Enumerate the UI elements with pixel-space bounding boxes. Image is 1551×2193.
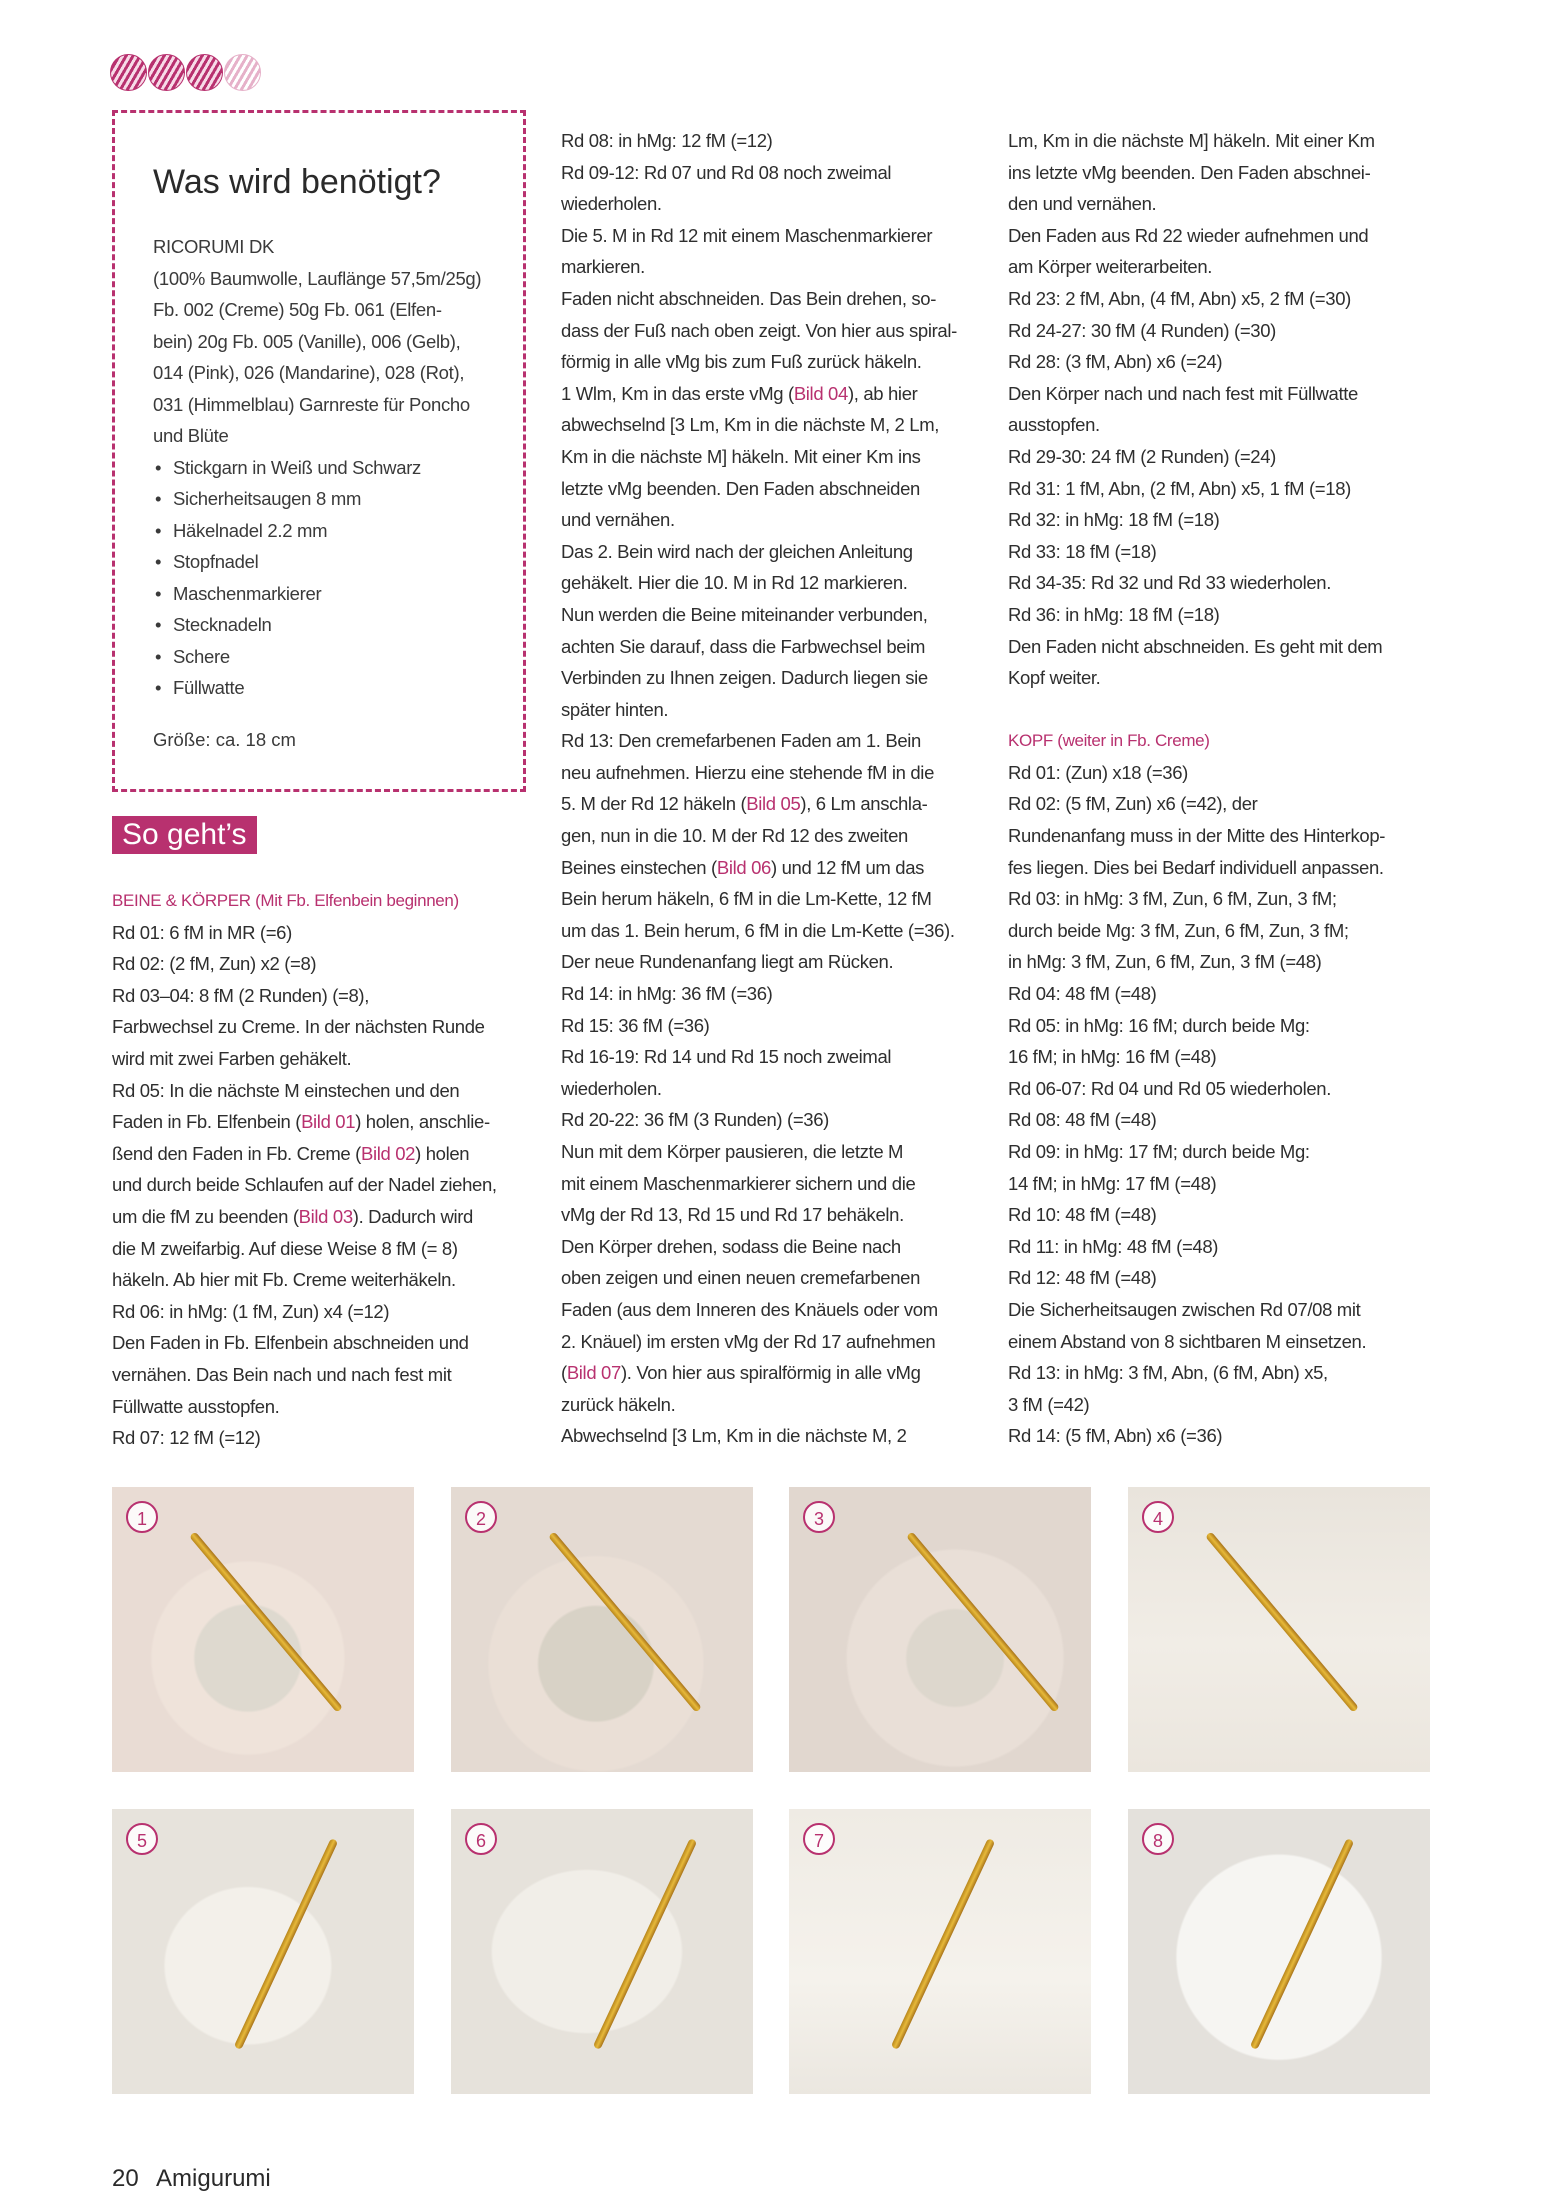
text-line: ausstopfen.	[1008, 414, 1100, 436]
text-line: Nun mit dem Körper pausieren, die letzte M	[561, 1141, 904, 1162]
text-line: Rd 23: 2 fM, Abn, (4 fM, Abn) x5, 2 fM (=30)	[1008, 287, 1351, 309]
text-line: die M zweifarbig. Auf diese Weise 8 fM (= 8)	[112, 1237, 458, 1259]
text-line: Rd 04: 48 fM (=48)	[1008, 983, 1157, 1005]
text-line: Rd 06: in hMg: (1 fM, Zun) x4 (=12)	[112, 1300, 390, 1322]
text-line: Faden nicht abschneiden. Das Bein drehen, so-	[561, 287, 937, 309]
text-line: wird mit zwei Farben gehäkelt.	[112, 1047, 352, 1069]
text-line: Rd 02: (5 fM, Zun) x6 (=42), der	[1008, 793, 1258, 815]
text-line: Verbinden zu Ihnen zeigen. Dadurch liegen sie	[561, 667, 928, 689]
text-line: Rd 31: 1 fM, Abn, (2 fM, Abn) x5, 1 fM (=18)	[1008, 477, 1351, 499]
yarn-ball-icon	[186, 54, 223, 91]
materials-item: • Häkelnadel 2.2 mm	[153, 515, 513, 547]
text-line: Kopf weiter.	[1008, 667, 1101, 689]
section-banner: So geht’s	[112, 816, 257, 854]
text-line: Rd 07: 12 fM (=12)	[112, 1427, 261, 1449]
text-line: Rundenanfang muss in der Mitte des Hinterkop-	[1008, 825, 1386, 847]
text-line: gehäkelt. Hier die 10. M in Rd 12 markieren.	[561, 572, 908, 594]
text-line: achten Sie darauf, dass die Farbwechsel beim	[561, 635, 926, 657]
text-line: Abwechselnd [3 Lm, Km in die nächste M, 2	[561, 1425, 907, 1447]
step-number-badge: 6	[465, 1823, 497, 1855]
text-line: Rd 29-30: 24 fM (2 Runden) (=24)	[1008, 445, 1276, 467]
text-line: Beines einstechen (Bild 06) und 12 fM um das	[561, 856, 925, 878]
text-line: Den Faden aus Rd 22 wieder aufnehmen und	[1008, 224, 1369, 246]
text-line: oben zeigen und einen neuen cremefarbenen	[561, 1267, 921, 1289]
text-line: neu aufnehmen. Hierzu eine stehende fM in die	[561, 761, 935, 783]
crochet-hook-illustration	[906, 1531, 1060, 1712]
text-line: mit einem Maschenmarkierer sichern und die	[561, 1172, 916, 1194]
text-line: wiederholen.	[561, 193, 662, 215]
materials-items	[153, 452, 513, 704]
materials-item: • Stickgarn in Weiß und Schwarz	[153, 452, 513, 484]
materials-intro-line: bein) 20g Fb. 005 (Vanille), 006 (Gelb),	[153, 330, 461, 352]
text-line: Den Faden nicht abschneiden. Es geht mit dem	[1008, 635, 1383, 657]
text-line: Rd 01: 6 fM in MR (=6)	[112, 921, 292, 943]
text-line: dass der Fuß nach oben zeigt. Von hier aus spiral-	[561, 319, 957, 341]
step-number-badge: 7	[803, 1823, 835, 1855]
text-line: Rd 06-07: Rd 04 und Rd 05 wiederholen.	[1008, 1077, 1332, 1099]
text-line: und durch beide Schlaufen auf der Nadel ziehen,	[112, 1174, 497, 1196]
text-line: 3 fM (=42)	[1008, 1393, 1090, 1415]
text-line: Die Sicherheitsaugen zwischen Rd 07/08 mit	[1008, 1298, 1361, 1320]
crochet-hook-illustration	[189, 1531, 343, 1712]
text-line: Den Körper drehen, sodass die Beine nach	[561, 1235, 901, 1257]
step-number-badge: 3	[803, 1501, 835, 1533]
text-line: Faden (aus dem Inneren des Knäuels oder vom	[561, 1298, 938, 1320]
text-line: Nun werden die Beine miteinander verbunden,	[561, 603, 928, 625]
text-line: Rd 08: 48 fM (=48)	[1008, 1109, 1157, 1131]
materials-title: Was wird benötigt?	[153, 163, 441, 201]
text-line: Rd 15: 36 fM (=36)	[561, 1014, 710, 1036]
column-2	[561, 125, 957, 1452]
text-line: 1 Wlm, Km in das erste vMg (Bild 04), ab hier	[561, 382, 918, 404]
crochet-hook-illustration	[1205, 1531, 1359, 1712]
text-line: 16 fM; in hMg: 16 fM (=48)	[1008, 1046, 1217, 1068]
step-photo	[789, 1487, 1091, 1772]
text-line: markieren.	[561, 256, 645, 278]
materials-intro	[153, 231, 513, 452]
text-line: Rd 13: in hMg: 3 fM, Abn, (6 fM, Abn) x5,	[1008, 1362, 1328, 1384]
text-line: in hMg: 3 fM, Zun, 6 fM, Zun, 3 fM (=48)	[1008, 951, 1322, 973]
text-line: Rd 11: in hMg: 48 fM (=48)	[1008, 1235, 1219, 1257]
text-line: den und vernähen.	[1008, 193, 1157, 215]
materials-intro-line: 031 (Himmelblau) Garnreste für Poncho	[153, 393, 470, 415]
text-line: Rd 02: (2 fM, Zun) x2 (=8)	[112, 953, 317, 975]
text-line: einem Abstand von 8 sichtbaren M einsetzen.	[1008, 1330, 1367, 1352]
text-line: vMg der Rd 13, Rd 15 und Rd 17 behäkeln.	[561, 1204, 904, 1226]
photo-reference: Bild 06	[716, 856, 771, 878]
step-number-badge: 2	[465, 1501, 497, 1533]
text-line: Die 5. M in Rd 12 mit einem Maschenmarkierer	[561, 224, 933, 246]
text-line: Rd 10: 48 fM (=48)	[1008, 1204, 1157, 1226]
text-line: Füllwatte ausstopfen.	[112, 1395, 280, 1417]
text-line: 14 fM; in hMg: 17 fM (=48)	[1008, 1172, 1217, 1194]
text-line: Rd 20-22: 36 fM (3 Runden) (=36)	[561, 1109, 829, 1131]
step-number-badge: 4	[1142, 1501, 1174, 1533]
text-line: später hinten.	[561, 698, 669, 720]
text-line: Rd 01: (Zun) x18 (=36)	[1008, 761, 1188, 783]
materials-box	[112, 110, 526, 792]
text-line: häkeln. Ab hier mit Fb. Creme weiterhäkeln.	[112, 1269, 456, 1291]
text-line: förmig in alle vMg bis zum Fuß zurück häkeln.	[561, 351, 922, 373]
text-line: Km in die nächste M] häkeln. Mit einer Km ins	[561, 445, 921, 467]
text-line: Bein herum häkeln, 6 fM in die Lm-Kette, 12 fM	[561, 888, 932, 910]
text-line: Rd 09-12: Rd 07 und Rd 08 noch zweimal	[561, 161, 892, 183]
step-number-badge: 5	[126, 1823, 158, 1855]
text-line: Den Faden in Fb. Elfenbein abschneiden und	[112, 1332, 469, 1354]
materials-item: • Füllwatte	[153, 672, 513, 704]
text-line: Das 2. Bein wird nach der gleichen Anleitung	[561, 540, 913, 562]
column-1	[112, 885, 497, 1454]
step-number-badge: 1	[126, 1501, 158, 1533]
text-line: Rd 14: in hMg: 36 fM (=36)	[561, 983, 773, 1005]
step-photo	[1128, 1487, 1430, 1772]
photo-reference: Bild 02	[360, 1142, 416, 1164]
crochet-hook-illustration	[548, 1531, 702, 1712]
text-line: 5. M der Rd 12 häkeln (Bild 05), 6 Lm anschla-	[561, 793, 928, 815]
crochet-hook-illustration	[593, 1838, 697, 2050]
text-line: 2. Knäuel) im ersten vMg der Rd 17 aufnehmen	[561, 1330, 936, 1352]
text-line: Rd 12: 48 fM (=48)	[1008, 1267, 1157, 1289]
text-line: abwechselnd [3 Lm, Km in die nächste M, 2 Lm,	[561, 414, 940, 436]
text-line: zurück häkeln.	[561, 1393, 676, 1415]
text-line: Rd 05: In die nächste M einstechen und den	[112, 1079, 460, 1101]
crochet-hook-illustration	[891, 1838, 995, 2050]
photo-reference: Bild 05	[746, 793, 801, 815]
text-line: und vernähen.	[561, 509, 675, 531]
photo-reference: Bild 07	[566, 1362, 621, 1384]
photo-reference: Bild 01	[301, 1111, 356, 1133]
step-photo	[1128, 1809, 1430, 2094]
materials-item: • Stopfnadel	[153, 546, 513, 578]
crochet-hook-illustration	[234, 1838, 338, 2050]
materials-list	[153, 231, 513, 704]
text-line: Rd 34-35: Rd 32 und Rd 33 wiederholen.	[1008, 572, 1332, 594]
finished-size: Größe: ca. 18 cm	[153, 729, 296, 750]
materials-intro-line: (100% Baumwolle, Lauflänge 57,5m/25g)	[153, 267, 482, 289]
materials-intro-line: und Blüte	[153, 425, 229, 446]
text-line: Faden in Fb. Elfenbein (Bild 01) holen, anschlie-	[112, 1111, 490, 1133]
crochet-hook-illustration	[1250, 1838, 1354, 2050]
section-heading: BEINE & KÖRPER (Mit Fb. Elfenbein beginnen)	[112, 891, 459, 910]
text-line: Rd 33: 18 fM (=18)	[1008, 540, 1157, 562]
page-footer	[112, 2165, 271, 2193]
text-line: am Körper weiterarbeiten.	[1008, 256, 1213, 278]
step-photo	[451, 1487, 753, 1772]
magazine-section: Amigurumi	[156, 2165, 271, 2192]
step-number-badge: 8	[1142, 1823, 1174, 1855]
materials-item: • Schere	[153, 641, 513, 673]
text-line: Rd 09: in hMg: 17 fM; durch beide Mg:	[1008, 1141, 1310, 1162]
photo-reference: Bild 03	[298, 1205, 353, 1227]
yarn-ball-icon	[110, 54, 147, 91]
spacer	[1008, 694, 1385, 726]
step-photo	[789, 1809, 1091, 2094]
text-line: Rd 14: (5 fM, Abn) x6 (=36)	[1008, 1425, 1223, 1447]
materials-intro-line: 014 (Pink), 026 (Mandarine), 028 (Rot),	[153, 362, 465, 383]
text-line: Rd 32: in hMg: 18 fM (=18)	[1008, 509, 1220, 531]
yarn-ball-icon	[224, 54, 261, 91]
text-line: ßend den Faden in Fb. Creme (Bild 02) holen	[112, 1142, 470, 1164]
text-line: Der neue Rundenanfang liegt am Rücken.	[561, 951, 894, 973]
text-line: Rd 24-27: 30 fM (4 Runden) (=30)	[1008, 319, 1276, 341]
text-line: wiederholen.	[561, 1077, 662, 1099]
text-line: (Bild 07). Von hier aus spiralförmig in alle vMg	[561, 1362, 921, 1384]
difficulty-yarn-icons	[110, 54, 261, 91]
text-line: gen, nun in die 10. M der Rd 12 des zweiten	[561, 825, 908, 847]
text-line: Lm, Km in die nächste M] häkeln. Mit einer Km	[1008, 130, 1375, 151]
step-photo	[112, 1487, 414, 1772]
step-photo	[451, 1809, 753, 2094]
text-line: Rd 05: in hMg: 16 fM; durch beide Mg:	[1008, 1014, 1310, 1036]
materials-intro-line: Fb. 002 (Creme) 50g Fb. 061 (Elfen-	[153, 299, 442, 320]
text-line: Farbwechsel zu Creme. In der nächsten Runde	[112, 1016, 485, 1038]
text-line: ins letzte vMg beenden. Den Faden abschnei-	[1008, 161, 1371, 183]
text-line: Rd 28: (3 fM, Abn) x6 (=24)	[1008, 351, 1223, 373]
text-line: Rd 36: in hMg: 18 fM (=18)	[1008, 603, 1220, 625]
text-line: Rd 03: in hMg: 3 fM, Zun, 6 fM, Zun, 3 fM;	[1008, 888, 1337, 910]
text-line: Rd 08: in hMg: 12 fM (=12)	[561, 130, 773, 151]
text-line: Rd 13: Den cremefarbenen Faden am 1. Bein	[561, 730, 921, 752]
step-photo	[112, 1809, 414, 2094]
materials-item: • Stecknadeln	[153, 609, 513, 641]
materials-item: • Sicherheitsaugen 8 mm	[153, 483, 513, 515]
materials-intro-line: RICORUMI DK	[153, 236, 275, 257]
text-line: letzte vMg beenden. Den Faden abschneiden	[561, 477, 920, 499]
text-line: Den Körper nach und nach fest mit Füllwatte	[1008, 382, 1359, 404]
materials-item: • Maschenmarkierer	[153, 578, 513, 610]
text-line: vernähen. Das Bein nach und nach fest mit	[112, 1363, 452, 1385]
section-heading: KOPF (weiter in Fb. Creme)	[1008, 731, 1210, 751]
column-3	[1008, 125, 1385, 1452]
text-line: Rd 03–04: 8 fM (2 Runden) (=8),	[112, 984, 370, 1006]
text-line: durch beide Mg: 3 fM, Zun, 6 fM, Zun, 3 fM;	[1008, 919, 1349, 941]
page-number: 20	[112, 2165, 139, 2192]
photo-reference: Bild 04	[793, 382, 848, 404]
text-line: Rd 16-19: Rd 14 und Rd 15 noch zweimal	[561, 1046, 892, 1068]
text-line: um die fM zu beenden (Bild 03). Dadurch wird	[112, 1205, 473, 1227]
text-line: fes liegen. Dies bei Bedarf individuell anpassen.	[1008, 856, 1384, 878]
yarn-ball-icon	[148, 54, 185, 91]
text-line: um das 1. Bein herum, 6 fM in die Lm-Kette (=36).	[561, 919, 955, 941]
